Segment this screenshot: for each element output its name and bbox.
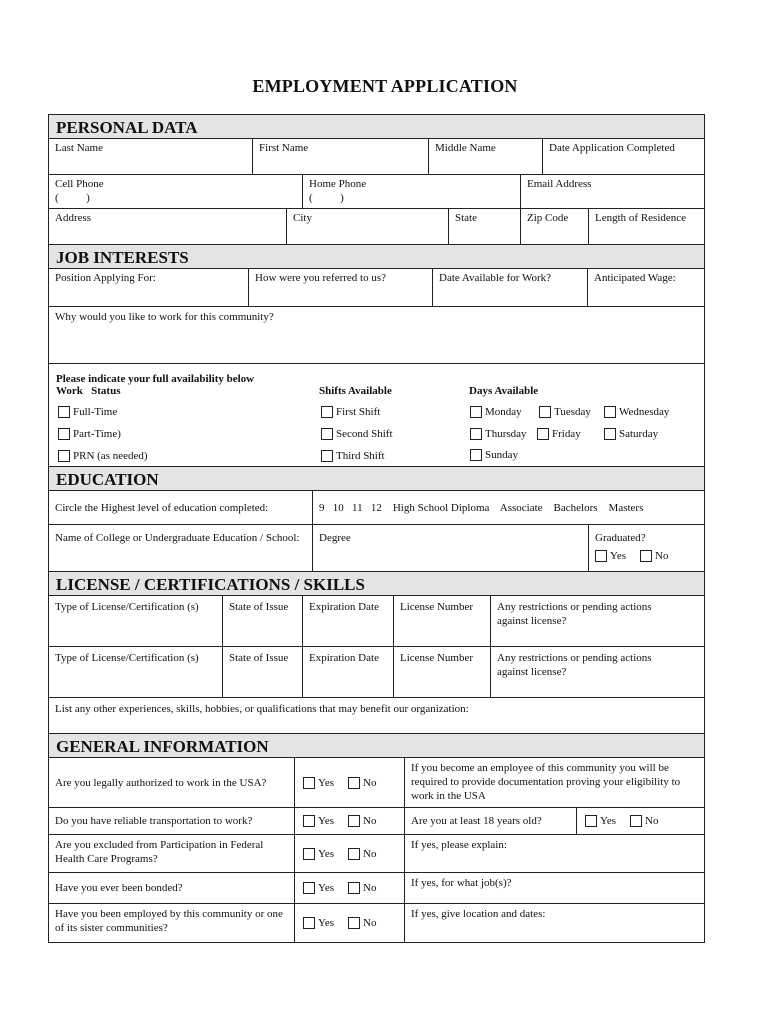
transport-row xyxy=(49,808,704,835)
part-time-checkbox[interactable] xyxy=(58,428,70,440)
authorized-note xyxy=(405,758,704,807)
employed-no-checkbox[interactable] xyxy=(348,917,360,929)
transport-question xyxy=(49,808,295,834)
length-residence-field[interactable] xyxy=(589,209,704,244)
home-phone-parens: ( ) xyxy=(309,192,344,204)
employed-location-field[interactable] xyxy=(405,904,704,942)
middle-name-label: Middle Name xyxy=(435,142,496,154)
email-field[interactable] xyxy=(521,175,704,208)
thursday-label: Thursday xyxy=(485,428,527,440)
transport-yn xyxy=(295,808,405,834)
authorized-yn xyxy=(295,758,405,807)
education-level-label: Circle the Highest level of education completed: xyxy=(55,502,269,514)
section-education: EDUCATION xyxy=(49,467,704,491)
age-no-option[interactable] xyxy=(630,814,658,828)
middle-name-field[interactable] xyxy=(429,139,543,174)
last-name-label: Last Name xyxy=(55,142,103,154)
graduated-yes-option[interactable] xyxy=(595,549,626,563)
license-row-2 xyxy=(49,647,704,698)
first-shift-option[interactable] xyxy=(321,405,380,419)
license-number-field-2[interactable] xyxy=(394,647,491,697)
sunday-label: Sunday xyxy=(485,449,518,461)
other-skills-row xyxy=(49,698,704,734)
excluded-no-option[interactable] xyxy=(348,847,376,861)
license-expiration-field-1[interactable] xyxy=(303,596,394,646)
date-available-field[interactable] xyxy=(433,269,588,306)
authorized-question xyxy=(49,758,295,807)
excluded-row xyxy=(49,835,704,873)
bonded-row xyxy=(49,873,704,904)
authorized-no-label: No xyxy=(363,776,377,789)
days-heading: Days Available xyxy=(469,385,539,397)
license-state-label: State of Issue xyxy=(229,652,289,664)
transport-yes-label: Yes xyxy=(318,815,335,827)
license-restrictions-field-2[interactable] xyxy=(491,647,704,697)
age-question xyxy=(405,808,577,834)
education-level-label-cell xyxy=(49,491,313,524)
full-time-label: Full-Time xyxy=(73,406,118,418)
education-level-row xyxy=(49,491,704,525)
zip-label: Zip Code xyxy=(527,212,569,224)
last-name-field[interactable] xyxy=(49,139,253,174)
education-levels: 9 10 11 12 High School Diploma Associate Bachelors Masters xyxy=(319,502,644,514)
bonded-no-option[interactable] xyxy=(348,881,376,895)
college-label: Name of College or Undergraduate Education / School: xyxy=(55,532,300,544)
license-restrictions-field-1[interactable] xyxy=(491,596,704,646)
application-form xyxy=(48,114,705,943)
availability-block xyxy=(49,364,704,467)
position-label: Position Applying For: xyxy=(55,272,156,284)
third-shift-checkbox[interactable] xyxy=(321,450,333,462)
employed-no-label: No xyxy=(363,917,377,929)
phone-row xyxy=(49,175,704,209)
excluded-yn xyxy=(295,835,405,872)
home-phone-field[interactable] xyxy=(303,175,521,208)
date-completed-label: Date Application Completed xyxy=(549,142,675,154)
address-label: Address xyxy=(55,212,92,224)
referred-label: How were you referred to us? xyxy=(255,272,387,284)
bonded-yes-option[interactable] xyxy=(303,881,334,895)
wage-label: Anticipated Wage: xyxy=(594,272,676,284)
authorized-yes-option[interactable] xyxy=(303,776,334,790)
tuesday-option[interactable] xyxy=(539,405,591,419)
authorized-label: Are you legally authorized to work in the USA? xyxy=(55,776,267,789)
thursday-checkbox[interactable] xyxy=(470,428,482,440)
second-shift-option[interactable] xyxy=(321,427,393,441)
prn-label: PRN (as needed) xyxy=(73,450,148,462)
first-name-field[interactable] xyxy=(253,139,429,174)
license-expiration-label: Expiration Date xyxy=(309,652,379,664)
license-state-label: State of Issue xyxy=(229,601,289,613)
excluded-explain-field[interactable] xyxy=(405,835,704,872)
wage-field[interactable] xyxy=(588,269,704,306)
employed-yn xyxy=(295,904,405,942)
license-type-label: Type of License/Certification (s) xyxy=(55,601,199,613)
saturday-option[interactable] xyxy=(604,427,658,441)
city-field[interactable] xyxy=(287,209,449,244)
employed-label: Have you been employed by this community or one of its sister communities? xyxy=(55,908,283,934)
section-license: LICENSE / CERTIFICATIONS / SKILLS xyxy=(49,572,704,596)
bonded-question xyxy=(49,873,295,903)
employed-yes-label: Yes xyxy=(318,917,335,929)
home-phone-label: Home Phone xyxy=(309,178,367,190)
address-field[interactable] xyxy=(49,209,287,244)
cell-phone-label: Cell Phone xyxy=(55,178,104,190)
shifts-heading: Shifts Available xyxy=(319,385,392,397)
license-row-1 xyxy=(49,596,704,647)
age-no-label: No xyxy=(645,815,659,827)
degree-field[interactable] xyxy=(313,525,589,571)
other-skills-field[interactable] xyxy=(49,698,704,733)
sunday-option[interactable] xyxy=(470,448,518,462)
monday-option[interactable] xyxy=(470,405,522,419)
graduated-no-option[interactable] xyxy=(640,549,668,563)
name-row xyxy=(49,139,704,175)
availability-intro: Please indicate your full availability below xyxy=(56,373,255,385)
license-state-field-1[interactable] xyxy=(223,596,303,646)
part-time-label: Part-Time) xyxy=(73,428,121,440)
graduated-no-checkbox[interactable] xyxy=(640,550,652,562)
age-label: Are you at least 18 years old? xyxy=(411,815,542,827)
tuesday-checkbox[interactable] xyxy=(539,406,551,418)
employed-location-label: If yes, give location and dates: xyxy=(411,908,546,920)
address-row xyxy=(49,209,704,245)
employed-yes-checkbox[interactable] xyxy=(303,917,315,929)
second-shift-label: Second Shift xyxy=(336,428,393,440)
state-label: State xyxy=(455,212,477,224)
prn-checkbox[interactable] xyxy=(58,450,70,462)
transport-no-label: No xyxy=(363,815,377,827)
third-shift-option[interactable] xyxy=(321,449,385,463)
date-available-label: Date Available for Work? xyxy=(439,272,552,284)
age-yes-checkbox[interactable] xyxy=(585,815,597,827)
authorized-yes-checkbox[interactable] xyxy=(303,777,315,789)
cell-phone-field[interactable] xyxy=(49,175,303,208)
license-expiration-field-2[interactable] xyxy=(303,647,394,697)
thursday-option[interactable] xyxy=(470,427,527,441)
length-residence-label: Length of Residence xyxy=(595,212,687,224)
friday-checkbox[interactable] xyxy=(537,428,549,440)
bonded-yes-label: Yes xyxy=(318,882,335,894)
part-time-option[interactable] xyxy=(58,427,121,441)
license-state-field-2[interactable] xyxy=(223,647,303,697)
friday-label: Friday xyxy=(552,428,581,440)
graduated-label: Graduated? xyxy=(595,532,646,544)
why-field[interactable] xyxy=(49,307,704,363)
full-time-option[interactable] xyxy=(58,405,117,419)
authorized-row xyxy=(49,758,704,808)
second-shift-checkbox[interactable] xyxy=(321,428,333,440)
excluded-explain-label: If yes, please explain: xyxy=(411,839,507,851)
graduated-yes-label: Yes xyxy=(610,550,627,562)
full-time-checkbox[interactable] xyxy=(58,406,70,418)
authorized-yes-label: Yes xyxy=(318,776,335,789)
section-general-information: GENERAL INFORMATION xyxy=(49,734,704,758)
education-level-options[interactable] xyxy=(313,491,704,524)
excluded-label: Are you excluded from Participation in Federal Health Care Programs? xyxy=(55,839,264,865)
employed-no-option[interactable] xyxy=(348,916,376,930)
bonded-label: Have you ever been bonded? xyxy=(55,882,183,894)
job-row xyxy=(49,269,704,307)
license-restrictions-label: Any restrictions or pending actions against license? xyxy=(497,652,652,678)
license-type-label: Type of License/Certification (s) xyxy=(55,652,199,664)
age-yn xyxy=(577,808,704,834)
friday-option[interactable] xyxy=(537,427,581,441)
prn-option[interactable] xyxy=(58,449,148,463)
excluded-yes-checkbox[interactable] xyxy=(303,848,315,860)
transport-yes-option[interactable] xyxy=(303,814,334,828)
license-expiration-label: Expiration Date xyxy=(309,601,379,613)
zip-field[interactable] xyxy=(521,209,589,244)
city-label: City xyxy=(293,212,312,224)
position-field[interactable] xyxy=(49,269,249,306)
license-number-field-1[interactable] xyxy=(394,596,491,646)
why-row xyxy=(49,307,704,364)
wednesday-label: Wednesday xyxy=(619,406,670,418)
license-type-field-2[interactable] xyxy=(49,647,223,697)
form-title: EMPLOYMENT APPLICATION xyxy=(252,76,518,96)
state-field[interactable] xyxy=(449,209,521,244)
employed-yes-option[interactable] xyxy=(303,916,334,930)
license-restrictions-label: Any restrictions or pending actions against license? xyxy=(497,601,652,627)
college-row xyxy=(49,525,704,572)
graduated-field xyxy=(589,525,704,571)
excluded-yes-label: Yes xyxy=(318,847,335,860)
employed-row xyxy=(49,904,704,942)
transport-label: Do you have reliable transportation to work? xyxy=(55,815,253,827)
work-status-heading: Work Status xyxy=(56,385,121,397)
bonded-job-field[interactable] xyxy=(405,873,704,903)
authorized-no-checkbox[interactable] xyxy=(348,777,360,789)
first-name-label: First Name xyxy=(259,142,309,154)
first-shift-checkbox[interactable] xyxy=(321,406,333,418)
age-yes-label: Yes xyxy=(600,815,617,827)
graduated-yes-checkbox[interactable] xyxy=(595,550,607,562)
bonded-job-label: If yes, for what job(s)? xyxy=(411,877,512,889)
excluded-no-checkbox[interactable] xyxy=(348,848,360,860)
authorized-no-option[interactable] xyxy=(348,776,376,790)
employed-question xyxy=(49,904,295,942)
college-field[interactable] xyxy=(49,525,313,571)
other-skills-label: List any other experiences, skills, hobbies, or qualifications that may benefit our organization: xyxy=(55,703,469,715)
referred-field[interactable] xyxy=(249,269,433,306)
bonded-no-checkbox[interactable] xyxy=(348,882,360,894)
age-yes-option[interactable] xyxy=(585,814,616,828)
wednesday-option[interactable] xyxy=(604,405,669,419)
saturday-label: Saturday xyxy=(619,428,659,440)
first-shift-label: First Shift xyxy=(336,406,381,418)
transport-no-option[interactable] xyxy=(348,814,376,828)
age-no-checkbox[interactable] xyxy=(630,815,642,827)
section-job-interests: JOB INTERESTS xyxy=(49,245,704,269)
monday-checkbox[interactable] xyxy=(470,406,482,418)
cell-phone-parens: ( ) xyxy=(55,192,90,204)
license-type-field-1[interactable] xyxy=(49,596,223,646)
transport-yes-checkbox[interactable] xyxy=(303,815,315,827)
excluded-yes-option[interactable] xyxy=(303,847,334,861)
bonded-no-label: No xyxy=(363,882,377,894)
why-label: Why would you like to work for this community? xyxy=(55,311,274,323)
tuesday-label: Tuesday xyxy=(554,406,591,418)
section-personal-data: PERSONAL DATA xyxy=(49,115,704,139)
excluded-question xyxy=(49,835,295,872)
sunday-checkbox[interactable] xyxy=(470,449,482,461)
wednesday-checkbox[interactable] xyxy=(604,406,616,418)
bonded-yn xyxy=(295,873,405,903)
license-number-label: License Number xyxy=(400,652,473,664)
third-shift-label: Third Shift xyxy=(336,450,385,462)
saturday-checkbox[interactable] xyxy=(604,428,616,440)
graduated-no-label: No xyxy=(655,550,669,562)
transport-no-checkbox[interactable] xyxy=(348,815,360,827)
bonded-yes-checkbox[interactable] xyxy=(303,882,315,894)
email-label: Email Address xyxy=(527,178,592,190)
monday-label: Monday xyxy=(485,406,522,418)
excluded-no-label: No xyxy=(363,847,377,860)
date-completed-field[interactable] xyxy=(543,139,704,174)
degree-label: Degree xyxy=(319,532,351,544)
license-number-label: License Number xyxy=(400,601,473,613)
authorized-note-text: If you become an employee of this community you will be required to provide documentation proving your eligibility to work in the USA xyxy=(411,762,681,802)
